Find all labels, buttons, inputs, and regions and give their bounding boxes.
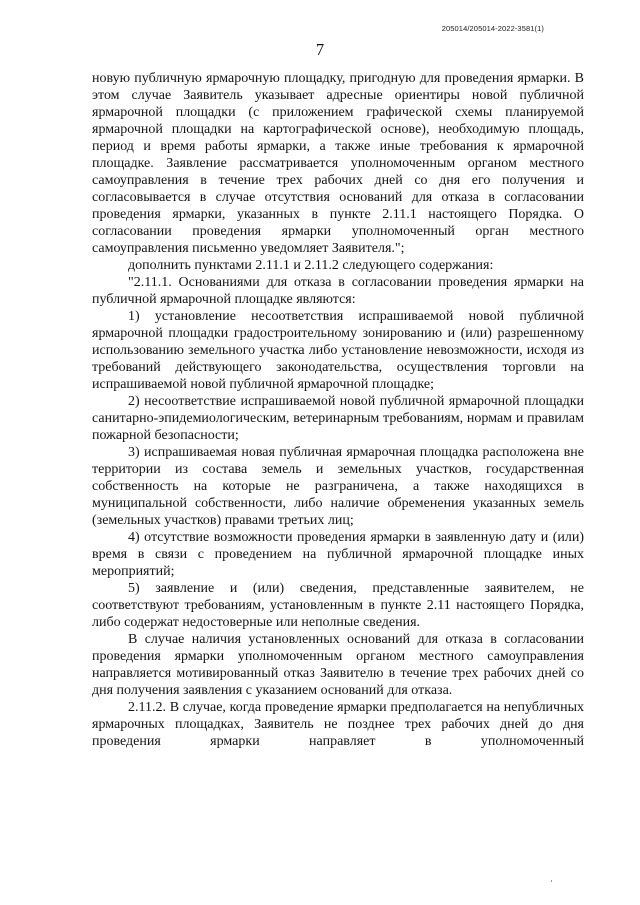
document-body: [92, 70, 584, 750]
list-item-2: 2) несоответствие испрашиваемой новой публичной ярмарочной площадки санитарно-эпидемиологическим, ветеринарным требованиям, нормам и правилам пожарной безопасности;: [92, 394, 584, 443]
paragraph-refusal: В случае наличия установленных оснований для отказа в согласовании проведения ярмарки уполномоченным органом местного самоуправления направляется мотивированный отказ Заявителю в течение трех рабочих дней со дня получения заявления с указанием оснований для отказа.: [92, 632, 584, 698]
paragraph-amendment-intro: дополнить пунктами 2.11.1 и 2.11.2 следующего содержания:: [128, 258, 494, 273]
paragraph-clause-2-11-1: "2.11.1. Основаниями для отказа в согласовании проведения ярмарки на публичной ярмарочной площадке являются:: [92, 275, 584, 307]
paragraph-continuation: новую публичную ярмарочную площадку, пригодную для проведения ярмарки. В этом случае Заявитель указывает адресные ориентиры новой публичной ярмарочной площадки (с приложением графической схемы планируемой ярмарочной площадки на картографической основе), необходимую площадь, период и время работы ярмарки, а также иные требования к ярмарочной площадке. Заявление рассматривается уполномоченным органом местного самоуправления в течение трех рабочих дней со дня его получения и согласовывается в случае отсутствия оснований для отказа в согласовании проведения ярмарки, указанных в пункте 2.11.1 настоящего Порядка. О согласовании проведения ярмарки уполномоченный орган местного самоуправления письменно уведомляет Заявителя.";: [92, 71, 584, 256]
list-item-3: 3) испрашиваемая новая публичная ярмарочная площадка расположена вне территории из состава земель и земельных участков, государственная собственность на которые не разграничена, а также находящихся в муниципальной собственности, либо наличие обременения указанных земель (земельных участков) правами третьих лиц;: [92, 445, 584, 528]
document-id: 205014/205014-2022-3581(1): [441, 24, 544, 33]
paragraph-clause-2-11-2: 2.11.2. В случае, когда проведение ярмарки предполагается на непубличных ярмарочных площадках, Заявитель не позднее трех рабочих дней до дня проведения ярмарки направляет в уполномоченный: [92, 700, 584, 749]
list-item-5: 5) заявление и (или) сведения, представленные заявителем, не соответствуют требованиям, установленным в пункте 2.11 настоящего Порядка, либо содержат недостоверные или неполные сведения.: [92, 581, 584, 630]
scan-speck: [551, 880, 552, 882]
list-item-4: 4) отсутствие возможности проведения ярмарки в заявленную дату и (или) время в связи с проведением на публичной ярмарочной площадке иных мероприятий;: [92, 530, 584, 579]
list-item-1: 1) установление несоответствия испрашиваемой новой публичной ярмарочной площадки градостроительному зонированию и (или) разрешенному использованию земельного участка либо установление невозможности, исходя из требований действующего законодательства, осуществления торговли на испрашиваемой новой публичной ярмарочной площадке;: [92, 309, 584, 392]
page-number: 7: [315, 40, 325, 59]
